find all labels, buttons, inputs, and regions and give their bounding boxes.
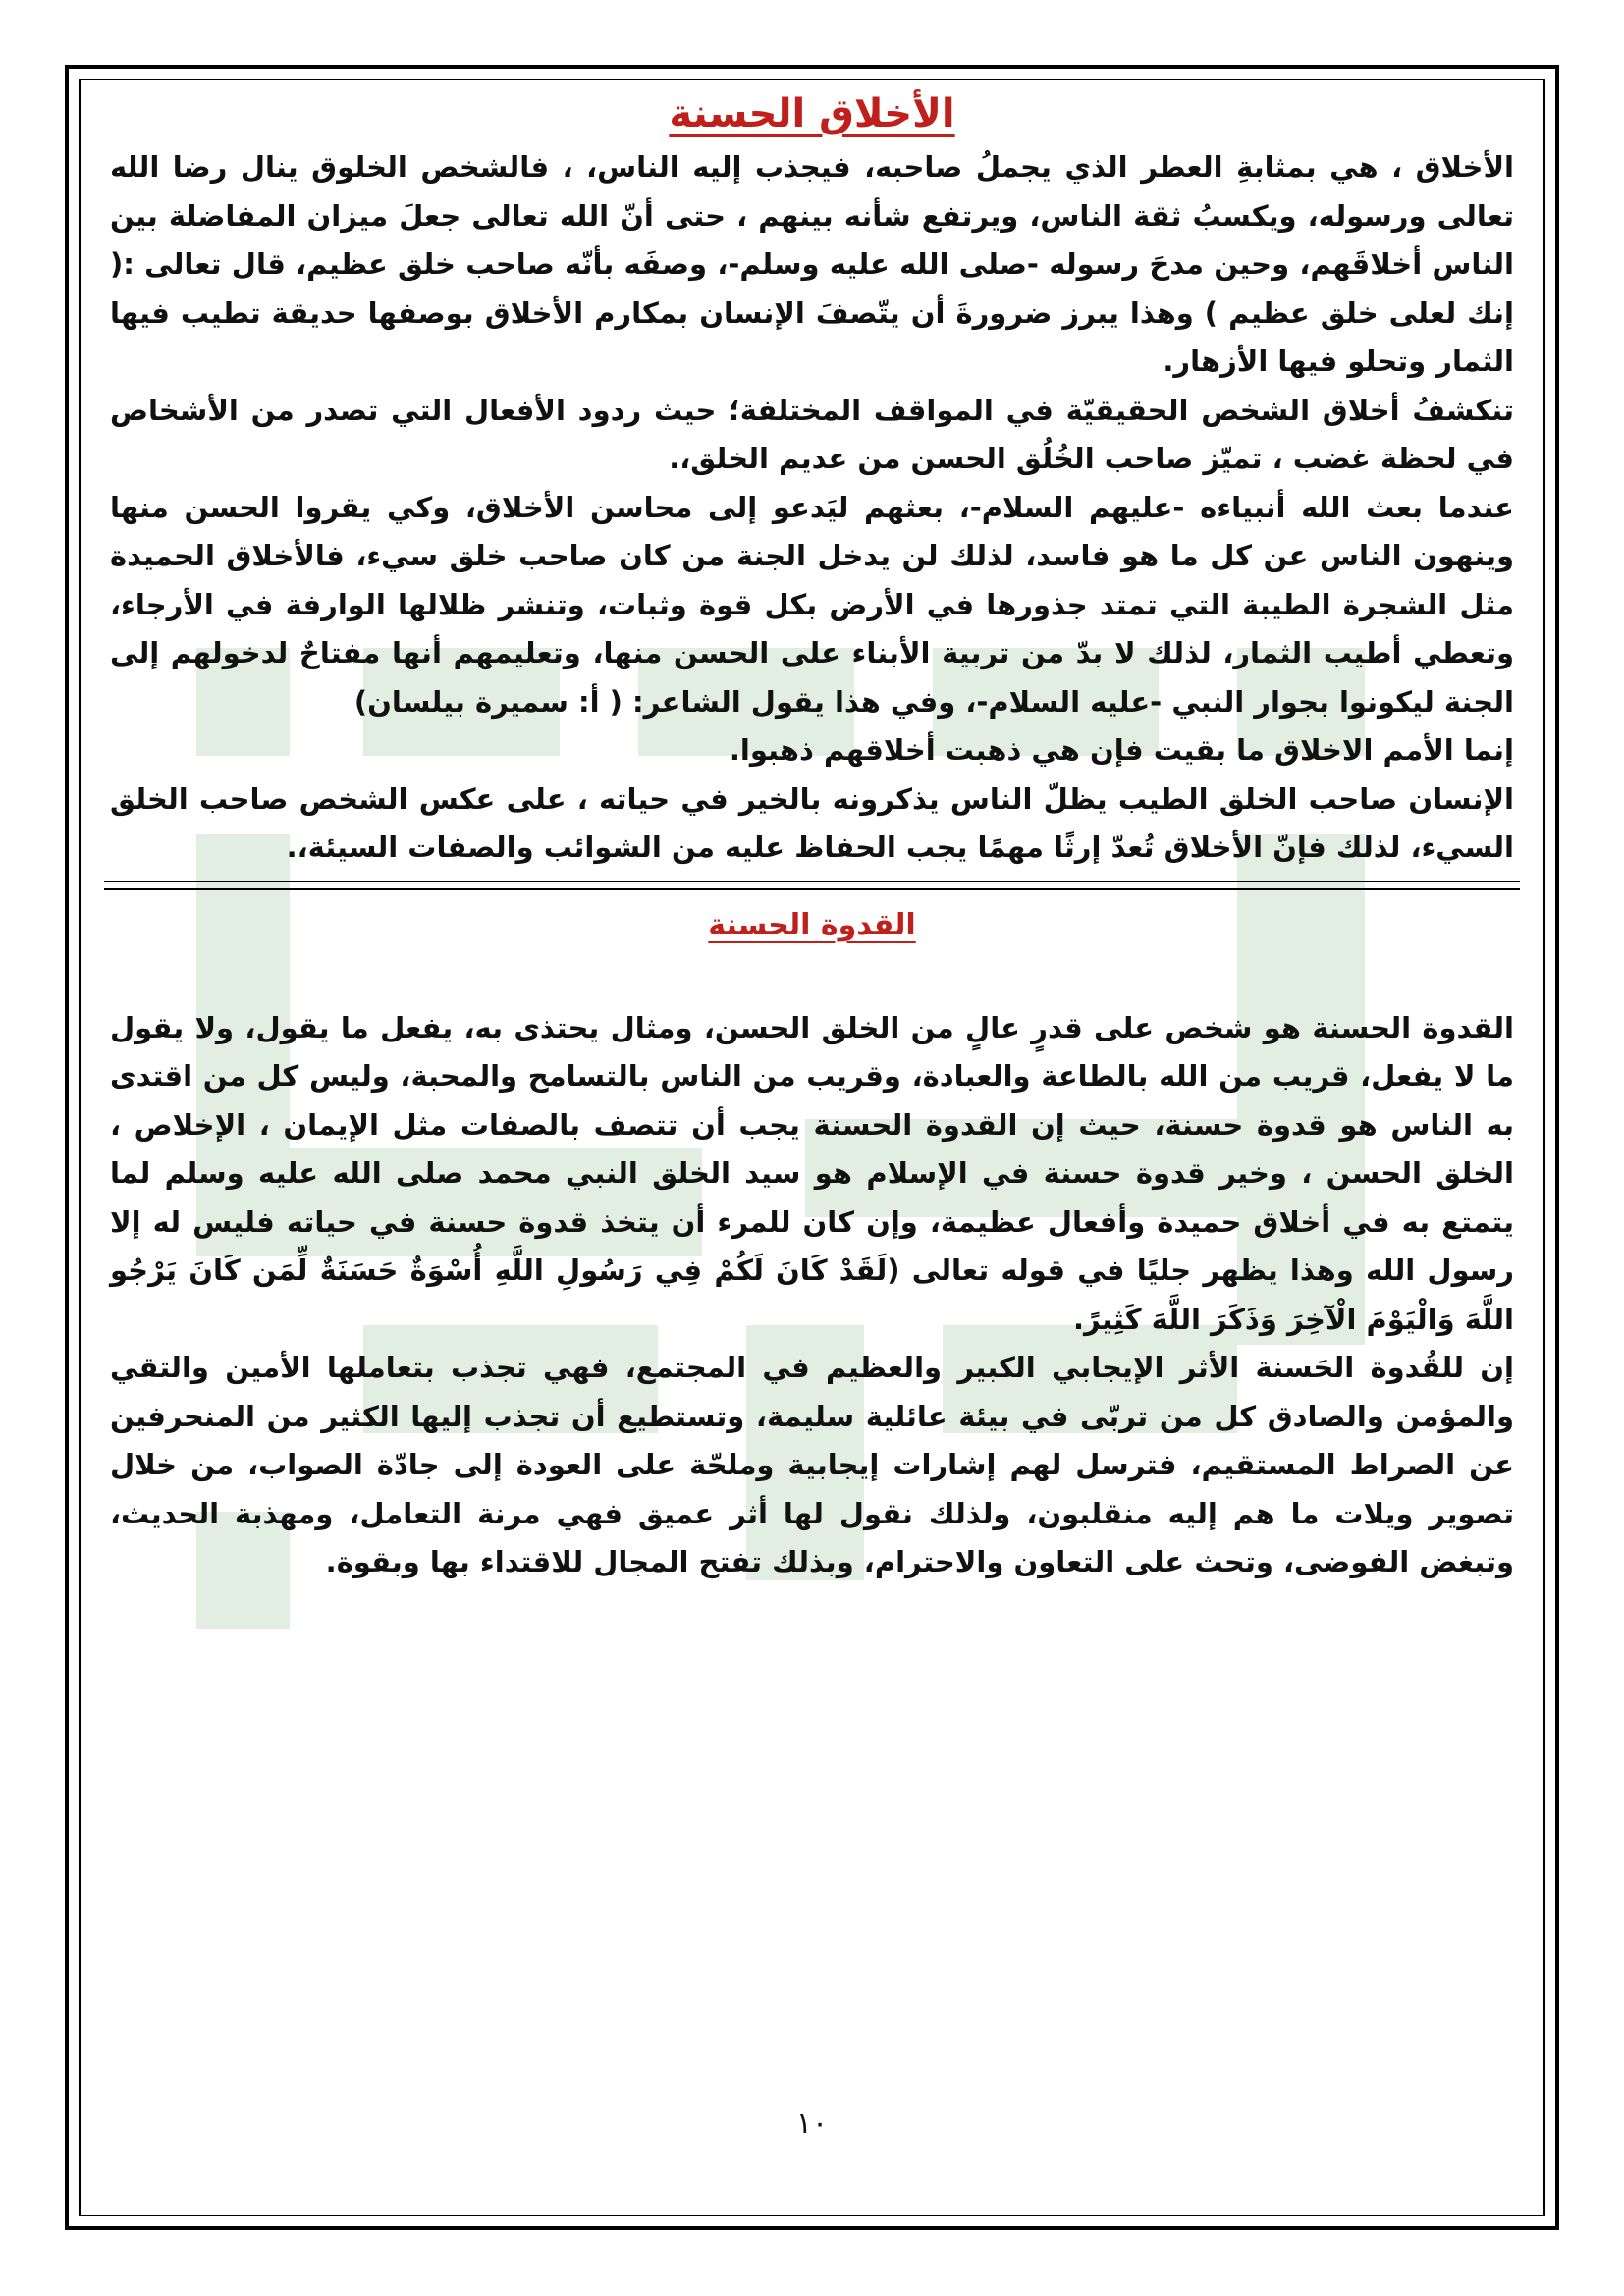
poem-verse: إنما الأمم الاخلاق ما بقيت فإن هي ذهبت أخلاقهم ذهبوا. bbox=[729, 733, 1514, 767]
paragraph: إن للقُدوة الحَسنة الأثر الإيجابي الكبير والعظيم في المجتمع، فهي تجذب بتعاملها الأمين والتقي والمؤمن والصادق كل من تربّى في بيئة عائلية سليمة، وتستطيع أن تجذب إليها الكثير من المنحرفين عن الصراط المستقيم، فترسل لهم إشارات إيجابية وملحّة على العودة إلى جادّة الصواب، من خلال تصوير ويلات ما هم إليه منقلبون، ولذلك نقول لها أثر عميق فهي مرنة التعامل، ومهذبة الحديث، وتبغض الفوضى، وتحث على التعاون والاحترام، وبذلك تفتح المجال للاقتداء بها وبقوة. bbox=[110, 1351, 1514, 1578]
paragraph: تنكشفُ أخلاق الشخص الحقيقيّة في المواقف المختلفة؛ حيث ردود الأفعال التي تصدر من الأشخاص في لحظة غضب ، تميّز صاحب الخُلُق الحسن من عديم الخلق،. bbox=[110, 393, 1514, 475]
paragraph: عندما بعث الله أنبياءه -عليهم السلام-، بعثهم ليَدعو إلى محاسن الأخلاق، وكي يقروا الحسن منها وينهون الناس عن كل ما هو فاسد، لذلك لن يدخل الجنة من كان صاحب خلق سيء، فالأخلاق الحميدة مثل الشجرة الطيبة التي تمتد جذورها في الأرض بكل قوة وثبات، وتنشر ظلالها الوارفة في الأرجاء، وتعطي أطيب الثمار، لذلك لا بدّ من تربية الأبناء على الحسن منها، وتعليمهم أنها مفتاحٌ لدخولهم إلى الجنة ليكونوا بجوار النبي -عليه السلام-، وفي هذا يقول الشاعر: ( أ: سميرة بيلسان) bbox=[110, 490, 1514, 719]
paragraph: القدوة الحسنة هو شخص على قدرٍ عالٍ من الخلق الحسن، ومثال يحتذى به، يفعل ما يقول، ولا يقول ما لا يفعل، قريب من الله بالطاعة والعبادة، وقريب من الناس بالتسامح والمحبة، وليس كل من اقتدى به الناس هو قدوة حسنة، حيث إن القدوة الحسنة يجب أن تتصف بالصفات مثل الإيمان ، الإخلاص ، الخلق الحسن ، وخير قدوة حسنة في الإسلام هو سيد الخلق النبي محمد صلى الله عليه وسلم لما يتمتع به في أخلاق حميدة وأفعال عظيمة، وإن كان للمرء أن يتخذ قدوة حسنة في حياته فليس له إلا رسول الله وهذا يظهر جليًا في قوله تعالى (لَقَدْ كَانَ لَكُمْ فِي رَسُولِ اللَّهِ أُسْوَةٌ حَسَنَةٌ لِّمَن كَانَ يَرْجُو اللَّهَ وَالْيَوْمَ الْآخِرَ وَذَكَرَ اللَّهَ كَثِيرً. bbox=[110, 1010, 1514, 1336]
section-divider bbox=[104, 881, 1520, 890]
section-title-good-example: القدوة الحسنة bbox=[708, 907, 916, 942]
paragraph: الإنسان صاحب الخلق الطيب يظلّ الناس يذكرونه بالخير في حياته ، على عكس الشخص صاحب الخلق السيء، لذلك فإنّ الأخلاق تُعدّ إرثًا مهمًا يجب الحفاظ عليه من الشوائب والصفات السيئة،. bbox=[110, 781, 1514, 864]
paragraph: الأخلاق ، هي بمثابةِ العطر الذي يجملُ صاحبه، فيجذب إليه الناس، ، فالشخص الخلوق ينال رضا الله تعالى ورسوله، ويكسبُ ثقة الناس، ويرتفع شأنه بينهم ، حتى أنّ الله تعالى جعلَ ميزان المفاضلة بين الناس أخلاقَهم، وحين مدحَ رسوله -صلى الله عليه وسلم-، وصفَه بأنّه صاحب خلق عظيم، قال تعالى :( إنك لعلى خلق عظيم ) وهذا يبرز ضرورةَ أن يتّصفَ الإنسان بمكارم الأخلاق بوصفها حديقة تطيب فيها الثمار وتحلو فيها الأزهار. bbox=[110, 150, 1514, 378]
document-body bbox=[110, 86, 1514, 1587]
section-title-good-morals: الأخلاق الحسنة bbox=[669, 91, 955, 136]
page-number: ١٠ bbox=[795, 2107, 829, 2141]
